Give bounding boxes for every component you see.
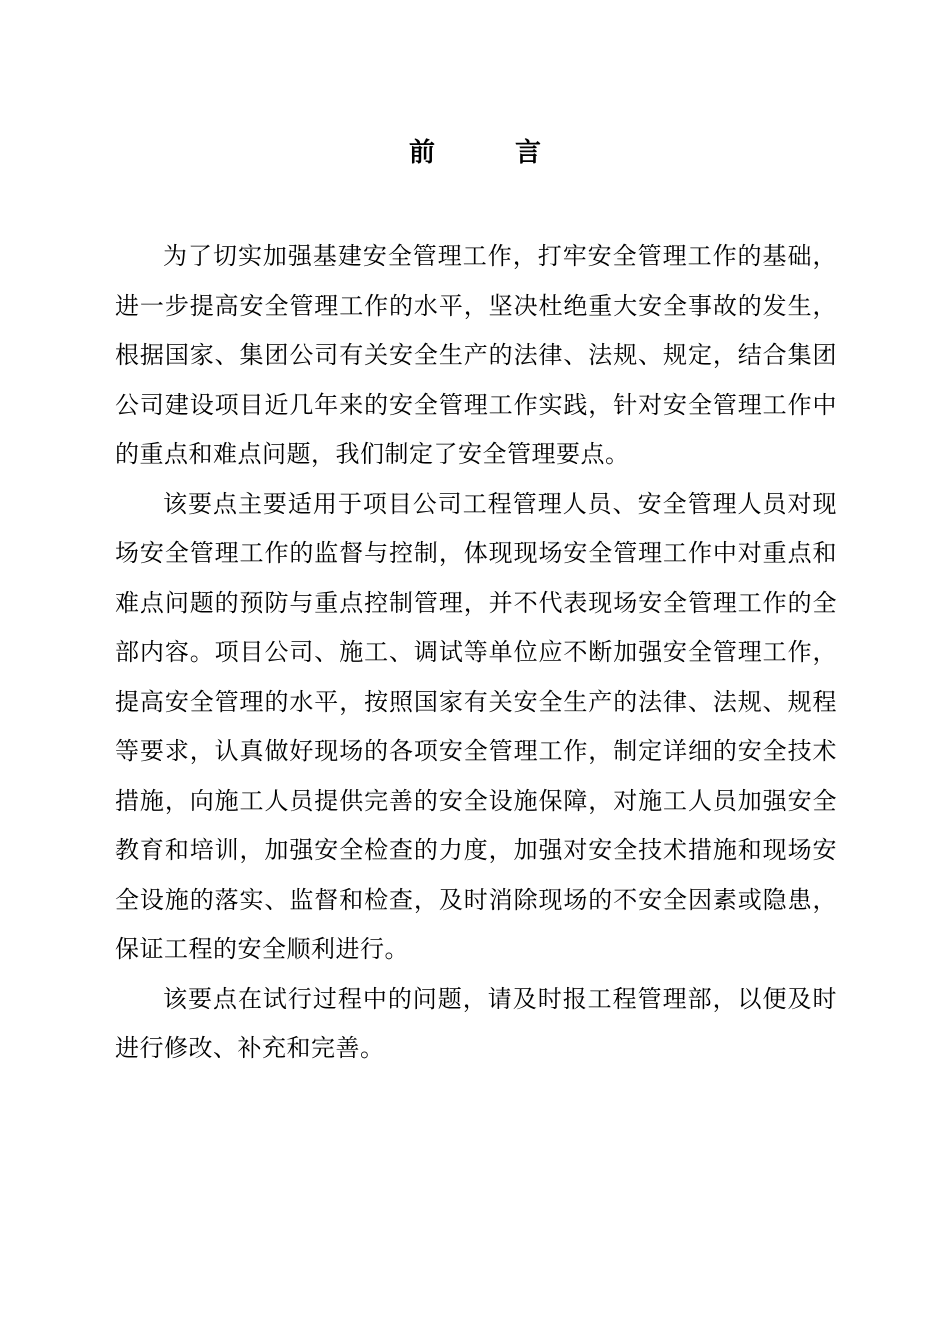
paragraph-3: 该要点在试行过程中的问题，请及时报工程管理部，以便及时进行修改、补充和完善。 [115, 984, 837, 1062]
paragraph-1: 为了切实加强基建安全管理工作，打牢安全管理工作的基础，进一步提高安全管理工作的水平，坚决杜绝重大安全事故的发生，根据国家、集团公司有关安全生产的法律、法规、规定，结合集团公司建设项目近几年来的安全管理工作实践，针对安全管理工作中的重点和难点问题，我们制定了安全管理要点。 [115, 242, 837, 468]
title-char-1: 前 [408, 138, 435, 168]
page-title [0, 133, 950, 173]
preface-body [115, 232, 837, 1074]
paragraph-2: 该要点主要适用于项目公司工程管理人员、安全管理人员对现场安全管理工作的监督与控制，体现现场安全管理工作中对重点和难点问题的预防与重点控制管理，并不代表现场安全管理工作的全部内容。项目公司、施工、调试等单位应不断加强安全管理工作，提高安全管理的水平，按照国家有关安全生产的法律、法规、规程等要求，认真做好现场的各项安全管理工作，制定详细的安全技术措施，向施工人员提供完善的安全设施保障，对施工人员加强安全教育和培训，加强安全检查的力度，加强对安全技术措施和现场安全设施的落实、监督和检查，及时消除现场的不安全因素或隐患，保证工程的安全顺利进行。 [115, 489, 837, 963]
title-char-2: 言 [515, 138, 542, 168]
